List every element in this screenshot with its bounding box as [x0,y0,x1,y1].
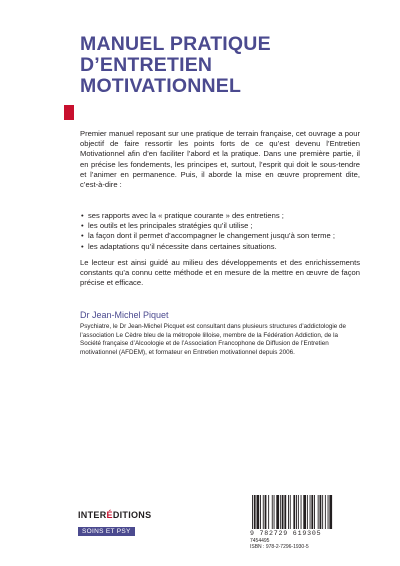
isbn-number: ISBN : 978-2-7296-1930-5 [250,544,309,550]
red-accent-bar [64,105,74,120]
title-line-1: MANUEL PRATIQUE [80,33,271,55]
barcode-bar [254,495,256,529]
barcode-bar [282,495,284,529]
title-line-2: D’ENTRETIEN [80,54,213,76]
barcode-digits: 9 782729 619305 [250,530,322,537]
publisher-name-part1: INTER [78,510,107,520]
intro-paragraph: Premier manuel reposant sur une pratique de terrain française, cet ouvrage a pour objectif de faire ressortir les points forts de ce qu’est devenu l’Entretien Motivationnel afin d’en faciliter l’abord et la pratique. Dans une première partie, il en précise les fondements, les principes et, surtout, l’esprit qui doit le sous-tendre et l’animer en permanence. Puis, il aborde la mise en œuvre proprement dite, c’est-à-dire : [80,129,360,190]
barcode-bar [263,495,264,529]
barcode-bar [328,495,329,529]
barcode-bar [301,495,302,529]
barcode-bar [276,495,279,529]
publisher-name-accent: É [106,510,113,520]
barcode-bar [272,495,273,529]
barcode-bar [307,495,308,529]
publisher-name [78,510,151,520]
barcode-bar [311,495,313,529]
publisher-logo [78,510,151,538]
barcode-bar [280,495,281,529]
outro-paragraph: Le lecteur est ainsi guidé au milieu des développements et des enrichissements constants qu’a connu cette méthode et en mesure de la mettre en œuvre de façon précise et efficace. [80,258,360,288]
barcode-bar [298,495,299,529]
barcode-bar [288,495,289,529]
barcode-bar [252,495,253,529]
barcode-bar [257,495,260,529]
topics-list [80,211,360,252]
barcode-bar [265,495,267,529]
barcode-bar [310,495,311,529]
barcode-image [250,495,362,529]
barcode-bar [303,495,306,529]
barcode-bar [284,495,286,529]
product-code: 7454495 [250,538,270,544]
barcode-bar [293,495,295,529]
author-name: Dr Jean-Michel Piquet [80,310,169,320]
topic-item: • les outils et les principales stratégies qu’il utilise ; [80,221,360,231]
barcode-bar [260,495,261,529]
topic-item: • les adaptations qu’il nécessite dans certaines situations. [80,242,360,252]
barcode-bar [322,495,323,529]
topic-item: • ses rapports avec la « pratique courante » des entretiens ; [80,211,360,221]
publisher-name-part2: DITIONS [112,510,152,520]
topic-item: • la façon dont il permet d’accompagner le changement jusqu’à son terme ; [80,231,360,241]
author-bio: Psychiatre, le Dr Jean-Michel Picquet est consultant dans plusieurs structures d’addictologie de l’association Le Cèdre bleu de la métropole lilloise, membre de la Fédération Addiction, de la Société française d’Alcoologie et de l’Association Francophone de Diffusion de l’Entretien motivationnel (AFDEM), et formateur en Entretien motivationnel depuis 2006. [80,323,347,356]
barcode-bar [329,495,332,529]
barcode-bar [325,495,326,529]
barcode-bar [296,495,297,529]
barcode-bar [320,495,322,529]
barcode-bar [318,495,319,529]
collection-badge: SOINS ET PSY [78,527,135,536]
title-line-3: MOTIVATIONNEL [80,75,242,97]
barcode-bar [268,495,269,529]
barcode-bar [314,495,315,529]
book-title [80,34,380,97]
barcode-block [250,495,362,550]
barcode-bar [290,495,291,529]
barcode-bar [274,495,275,529]
